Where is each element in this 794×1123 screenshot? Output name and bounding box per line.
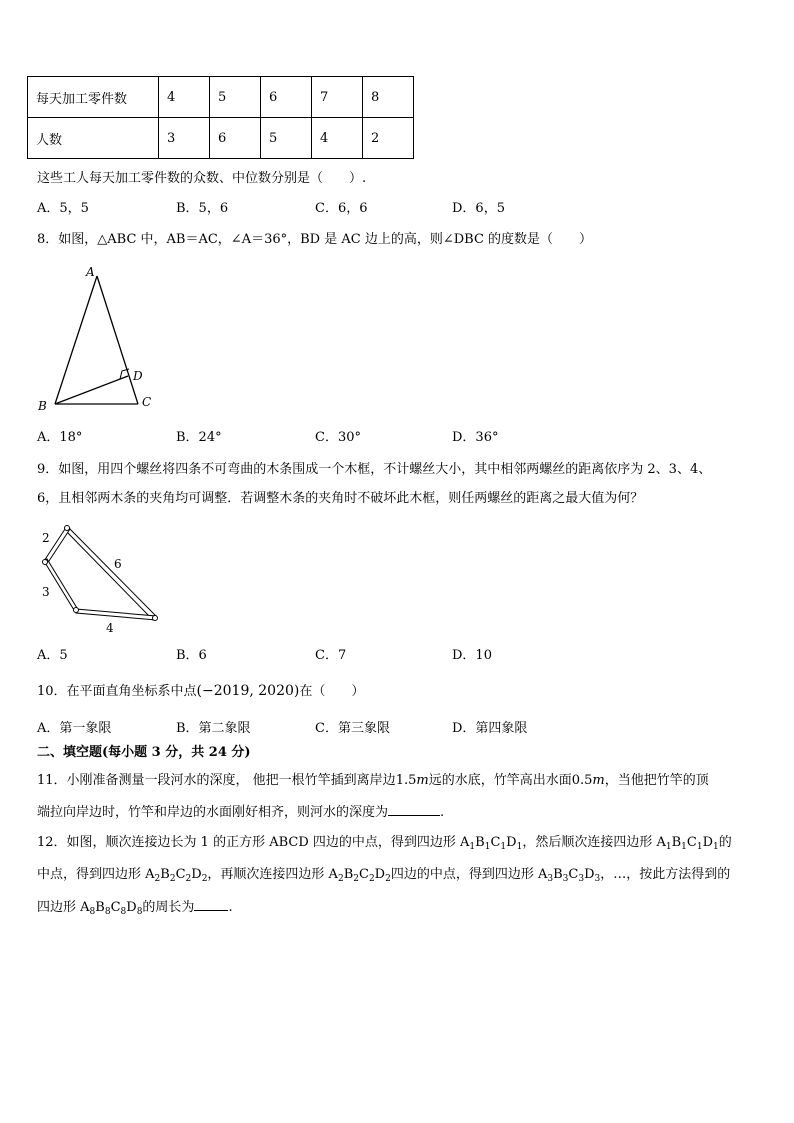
table-cell: 7 — [312, 77, 363, 118]
q9-option-a: A．5 — [37, 648, 68, 663]
q9-option-c: C．7 — [315, 648, 347, 663]
q10-point: (−2019, 2020) — [196, 683, 300, 699]
table-cell: 4 — [159, 77, 210, 118]
q11-unit: m — [592, 773, 605, 788]
screw — [65, 526, 70, 531]
q11-text: . — [440, 805, 445, 820]
vertex-label-c: C — [142, 395, 152, 409]
q12-text: 的周长为 — [142, 900, 195, 915]
screw — [153, 616, 158, 621]
q10-option-b: B．第二象限 — [176, 721, 251, 736]
table-cell: 3 — [159, 118, 210, 159]
q12-text: ，再顺次连接四边形 A — [207, 867, 338, 882]
table-row — [28, 118, 414, 159]
q10-option-a: A．第一象限 — [37, 721, 112, 736]
side-ac — [97, 276, 138, 404]
table-cell: 6 — [261, 77, 312, 118]
q12-text: 12．如图，顺次连接边长为 1 的正方形 ABCD 四边的中点，得到四边形 A — [37, 835, 470, 850]
table-row — [28, 77, 414, 118]
triangle-figure — [30, 262, 150, 414]
table-cell: 5 — [210, 77, 261, 118]
answer-blank[interactable] — [194, 898, 228, 911]
q11-text: 11．小刚准备测量一段河水的深度， 他把一根竹竿插到离岸边 — [37, 773, 396, 788]
table-cell: 8 — [363, 77, 414, 118]
q12-text: 中点，得到四边形 A — [37, 867, 155, 882]
q10-option-d: D．第四象限 — [452, 721, 528, 736]
table-cell: 人数 — [28, 118, 159, 159]
q9-option-b: B．6 — [176, 648, 207, 663]
q12-text: 的 — [718, 835, 732, 850]
q12-line2: 中点，得到四边形 $A_2B_2C_2D_2$，再顺次连接四边形 $A_2B_2C_2D_2$四边的中点，得到四边形 $A_3B_3C_3D_3$，…，按此方法得到的 — [37, 867, 731, 884]
q12-line3: 四边形 $A_8B_8C_8D_8$的周长为 . — [37, 900, 233, 917]
answer-blank[interactable] — [388, 803, 440, 816]
vertex-label-b: B — [38, 399, 47, 413]
table-cell: 每天加工零件数 — [28, 77, 159, 118]
vertex-label-d: D — [133, 369, 143, 383]
q11-text: 远的水底，竹竿高出水面 — [428, 773, 572, 788]
q9-option-d: D．10 — [452, 648, 492, 663]
section-heading: 二、填空题(每小题 3 分，共 24 分) — [37, 745, 251, 760]
altitude-bd — [55, 376, 128, 404]
q11-unit: m — [416, 773, 429, 788]
q10-stem-end: 在（ ） — [299, 684, 365, 699]
screw — [43, 560, 48, 565]
frequency-table — [27, 76, 414, 159]
q12-line1: 12．如图，顺次连接边长为 1 的正方形 ABCD 四边的中点，得到四边形 $A_1B_1C_1D_1$，然后顺次连接四边形 $A_1B_1C_1D_1$的 — [37, 835, 732, 852]
q11-line2 — [37, 803, 444, 822]
side-ab — [55, 276, 97, 404]
q8-option-d: D．36° — [452, 430, 499, 445]
q11-text: 端拉向岸边时，竹竿和岸边的水面刚好相齐，则河水的深度为 — [37, 805, 389, 820]
q12-text: . — [228, 900, 233, 915]
q12-text: 四边形 A — [37, 900, 90, 915]
q12-text: 四边的中点，得到四边形 A — [390, 867, 548, 882]
q7-option-d: D．6，5 — [452, 201, 505, 216]
vertex-label-a: A — [86, 265, 95, 279]
q8-stem: 8．如图，△ABC 中，AB＝AC，∠A＝36°，BD 是 AC 边上的高，则∠DBC 的度数是（ ） — [37, 232, 593, 247]
length-label-3: 3 — [42, 585, 50, 599]
table-cell: 4 — [312, 118, 363, 159]
q10-option-c: C．第三象限 — [315, 721, 390, 736]
length-label-2: 2 — [42, 531, 50, 545]
q11-line1 — [37, 772, 709, 790]
table-cell: 5 — [261, 118, 312, 159]
q8-option-b: B．24° — [176, 430, 222, 445]
q11-value: 1.5 — [395, 773, 417, 788]
screw — [74, 608, 79, 613]
q8-option-c: C．30° — [315, 430, 361, 445]
q7-option-b: B．5，6 — [176, 201, 229, 216]
length-label-4: 4 — [106, 621, 114, 635]
wooden-frame-figure — [30, 518, 170, 638]
q11-value: 0.5 — [571, 773, 593, 788]
q7-stem: 这些工人每天加工零件数的众数、中位数分别是（ ）. — [37, 171, 367, 186]
length-label-6: 6 — [114, 557, 122, 571]
q9-stem-line2: 6，且相邻两木条的夹角均可调整．若调整木条的夹角时不破坏此木框，则任两螺丝的距离之最大值为何？ — [37, 491, 644, 506]
q10-stem-text: 10．在平面直角坐标系中点 — [37, 684, 197, 699]
q7-option-a: A．5，5 — [37, 201, 89, 216]
q11-text: ，当他把竹竿的顶 — [604, 773, 709, 788]
table-cell: 2 — [363, 118, 414, 159]
table-cell: 6 — [210, 118, 261, 159]
q12-text: ，然后顺次连接四边形 A — [522, 835, 666, 850]
stick-6 — [65, 526, 156, 620]
q10-stem — [37, 682, 364, 701]
q9-stem-line1: 9．如图，用四个螺丝将四条不可弯曲的木条围成一个木框，不计螺丝大小，其中相邻两螺丝的距离依序为 2、3、4、 — [37, 462, 712, 477]
q8-option-a: A．18° — [37, 430, 83, 445]
q12-text: ，…，按此方法得到的 — [600, 867, 731, 882]
q7-option-c: C．6，6 — [315, 201, 368, 216]
